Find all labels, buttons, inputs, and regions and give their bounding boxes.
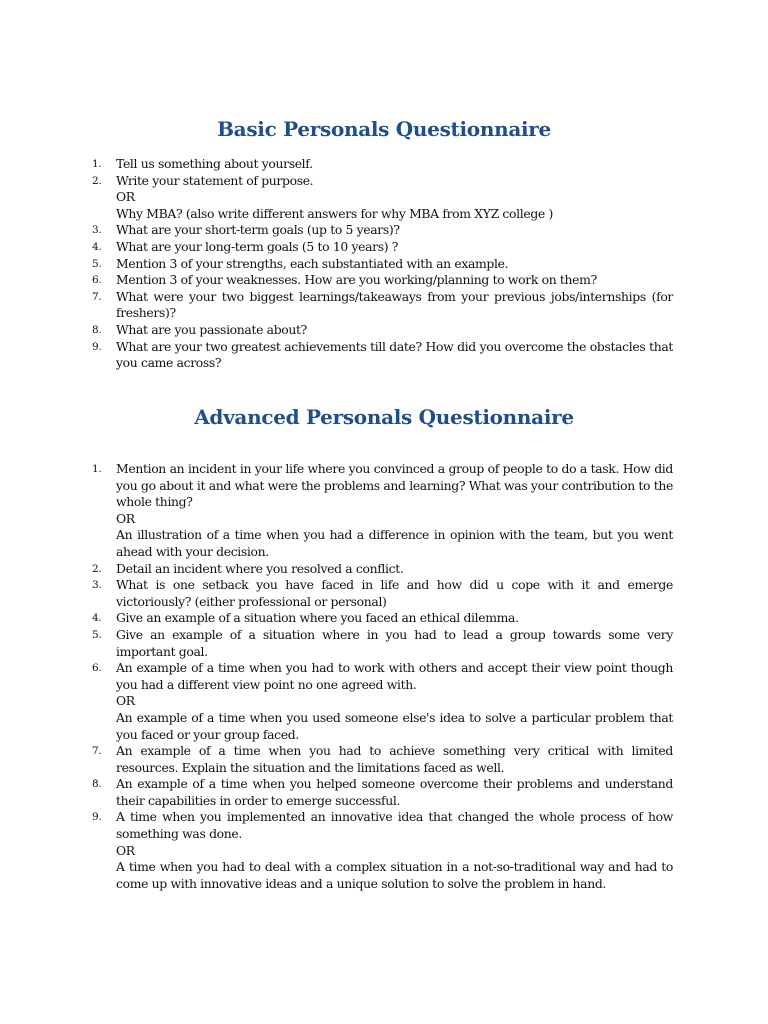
question-text: What are you passionate about? [116, 321, 307, 337]
item-number: 1. [92, 463, 102, 475]
alternative-question-text: Why MBA? (also write different answers for why MBA from XYZ college ) [116, 205, 553, 221]
item-number: 5. [92, 628, 102, 641]
item-number: 5. [92, 257, 102, 270]
or-separator: OR [116, 693, 135, 709]
advanced-questions-list [92, 461, 673, 892]
item-number: 4. [92, 240, 102, 253]
list-item [92, 156, 673, 173]
question-text: What is one setback you have faced in life and how did u cope with it and emerge victoriously? (either professional or personal) [116, 577, 673, 609]
list-item [92, 255, 673, 273]
basic-questions-list [92, 156, 673, 372]
question-text: Mention 3 of your strengths, each substantiated with an example. [116, 255, 509, 271]
advanced-questionnaire-title: Advanced Personals Questionnaire [194, 405, 574, 429]
question-text: Give an example of a situation where in you had to lead a group towards some very important goal. [116, 626, 673, 659]
list-item [92, 321, 673, 339]
item-number: 6. [92, 662, 102, 675]
question-text: Write your statement of purpose. [116, 172, 314, 188]
item-number: 1. [92, 158, 102, 170]
item-number: 3. [92, 224, 102, 237]
item-number: 7. [92, 745, 102, 758]
list-item [92, 626, 673, 660]
item-number: 8. [92, 778, 102, 791]
question-text: A time when you implemented an innovative idea that changed the whole process of how something was done. [116, 809, 673, 842]
list-item [92, 610, 673, 627]
item-number: 2. [92, 174, 102, 187]
question-text: What are your two greatest achievements till date? How did you overcome the obstacles that you came across? [116, 338, 673, 371]
or-separator: OR [116, 842, 135, 858]
question-text: Give an example of a situation where you faced an ethical dilemma. [116, 610, 519, 626]
question-text: Mention an incident in your life where you convinced a group of people to do a task. How did you go about it and what were the problems and learning? What was your contribution to the whole thing? [116, 461, 673, 510]
or-separator: OR [116, 510, 135, 526]
question-text: An example of a time when you had to achieve something very critical with limited resources. Explain the situation and the limitations faced as well. [116, 743, 673, 775]
question-text: Mention 3 of your weaknesses. How are you working/planning to work on them? [116, 272, 597, 288]
item-number: 3. [92, 579, 102, 592]
list-item [92, 222, 673, 239]
or-separator: OR [116, 189, 135, 205]
question-text: Detail an incident where you resolved a conflict. [116, 560, 404, 576]
question-text: An example of a time when you had to work with others and accept their view point though you had a different view point no one agreed with. [116, 660, 673, 692]
list-item [92, 577, 673, 610]
item-number: 4. [92, 612, 102, 625]
list-item [92, 776, 673, 809]
alternative-question-text: A time when you had to deal with a complex situation in a not-so-traditional way and had to come up with innovative ideas and a unique solution to solve the problem in hand. [116, 859, 673, 891]
list-item [92, 172, 673, 223]
question-text: What are your long-term goals (5 to 10 years) ? [116, 238, 399, 254]
basic-questionnaire-title: Basic Personals Questionnaire [217, 117, 551, 141]
list-item [92, 660, 673, 743]
item-number: 7. [92, 290, 102, 303]
alternative-question-text: An illustration of a time when you had a difference in opinion with the team, but you went ahead with your decision. [116, 527, 673, 559]
item-number: 9. [92, 340, 102, 353]
list-item [92, 461, 673, 561]
alternative-question-text: An example of a time when you used someone else's idea to solve a particular problem that you faced or your group faced. [116, 709, 673, 742]
question-text: Tell us something about yourself. [116, 156, 313, 171]
list-item [92, 743, 673, 776]
list-item [92, 238, 673, 256]
question-text: An example of a time when you helped someone overcome their problems and understand their capabilities in order to emerge successful. [116, 776, 673, 808]
list-item [92, 809, 673, 892]
list-item [92, 288, 673, 322]
list-item [92, 338, 673, 372]
item-number: 8. [92, 323, 102, 336]
item-number: 2. [92, 562, 102, 575]
item-number: 9. [92, 811, 102, 824]
list-item [92, 560, 673, 578]
item-number: 6. [92, 274, 102, 287]
question-text: What are your short-term goals (up to 5 years)? [116, 222, 400, 238]
question-text: What were your two biggest learnings/takeaways from your previous jobs/internships (for freshers)? [116, 288, 673, 321]
list-item [92, 272, 673, 289]
